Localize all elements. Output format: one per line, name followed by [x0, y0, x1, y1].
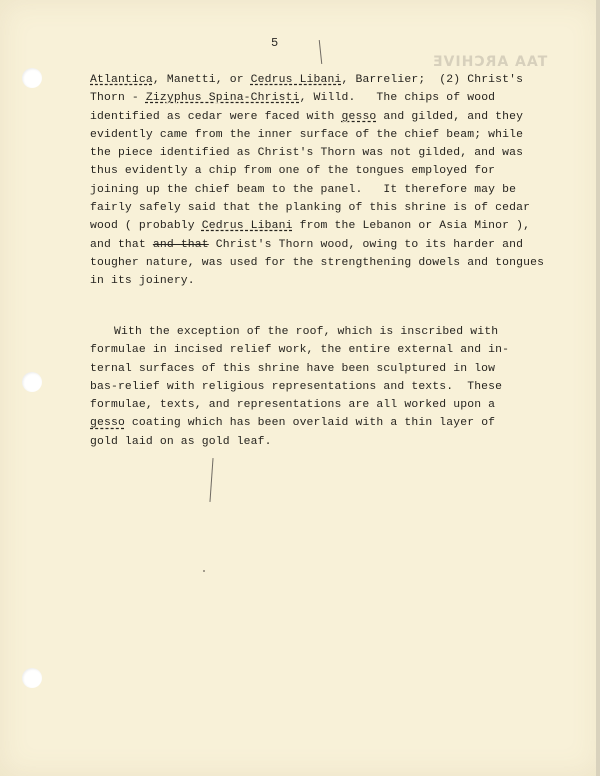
text-segment: formulae, texts, and representations are all worked upon a — [90, 399, 496, 412]
text-segment: ternal surfaces of this shrine have been sculptured in low — [90, 362, 496, 375]
underlined-text: gesso — [90, 417, 125, 430]
text-segment: from the Lebanon or Asia Minor ), — [292, 220, 531, 233]
text-line — [90, 181, 595, 199]
page-edge — [596, 0, 600, 776]
archive-stamp: TAA ARCHIVE — [432, 54, 548, 70]
punch-hole-bottom — [22, 668, 42, 688]
text-segment: With the exception of the roof, which is inscribed with — [114, 326, 499, 338]
text-line — [90, 236, 595, 254]
text-segment: formulae in incised relief work, the entire external and in- — [90, 344, 510, 357]
text-line — [90, 433, 595, 451]
text-line — [90, 378, 595, 396]
text-segment: joining up the chief beam to the panel. It therefore may be — [90, 183, 517, 196]
text-segment: , Barrelier; (2) Christ's — [341, 74, 524, 86]
pencil-mark-top — [319, 40, 323, 64]
paper-speck — [203, 570, 205, 572]
text-segment: and that — [90, 238, 153, 251]
text-segment: Christ's Thorn wood, owing to its harder and — [208, 238, 524, 251]
text-line — [90, 108, 595, 126]
text-line — [90, 254, 595, 272]
text-segment: wood ( probably — [90, 220, 202, 233]
paragraph-1 — [90, 71, 595, 291]
text-segment: , Manetti, or — [152, 74, 251, 86]
text-line — [90, 89, 595, 107]
text-line — [90, 126, 595, 144]
struck-text: and that — [152, 238, 209, 251]
text-line — [90, 360, 595, 378]
underlined-text: Atlantica — [90, 74, 153, 86]
text-line — [90, 272, 595, 290]
underlined-text: gesso — [341, 110, 377, 123]
page-number: 5 — [271, 36, 279, 50]
pencil-mark-bottom — [209, 458, 213, 502]
text-line — [90, 217, 595, 235]
text-segment: bas-relief with religious representations and texts. These — [90, 380, 503, 393]
text-line — [90, 144, 595, 162]
text-segment: evidently came from the inner surface of the chief beam; while — [90, 128, 524, 141]
text-segment: the piece identified as Christ's Thorn was not gilded, and was — [90, 147, 524, 160]
punch-hole-middle — [22, 372, 42, 392]
underlined-text: Zizyphus Spina-Christi — [145, 92, 300, 105]
text-segment: in its joinery. — [90, 275, 195, 288]
text-line — [90, 396, 595, 414]
underlined-text: Cedrus Libani — [201, 220, 293, 233]
text-line — [90, 71, 595, 89]
text-segment: , Willd. The chips of wood — [299, 92, 496, 105]
text-segment: and gilded, and they — [376, 110, 524, 123]
text-segment: fairly safely said that the planking of this shrine is of cedar — [90, 202, 531, 215]
text-segment: coating which has been overlaid with a thin layer of — [124, 417, 496, 430]
text-segment: identified as cedar were faced with — [90, 110, 342, 123]
paragraph-2 — [90, 323, 595, 451]
text-line — [90, 199, 595, 217]
punch-hole-top — [22, 68, 42, 88]
text-line — [90, 323, 595, 341]
underlined-text: Cedrus Libani — [250, 74, 342, 86]
text-line — [90, 341, 595, 359]
text-segment: tougher nature, was used for the strengthening dowels and tongues — [90, 256, 545, 269]
text-line — [90, 414, 595, 432]
text-segment: thus evidently a chip from one of the tongues employed for — [90, 165, 496, 178]
text-segment: Thorn - — [90, 92, 146, 105]
text-line — [90, 162, 595, 180]
text-segment: gold laid on as gold leaf. — [90, 435, 272, 448]
